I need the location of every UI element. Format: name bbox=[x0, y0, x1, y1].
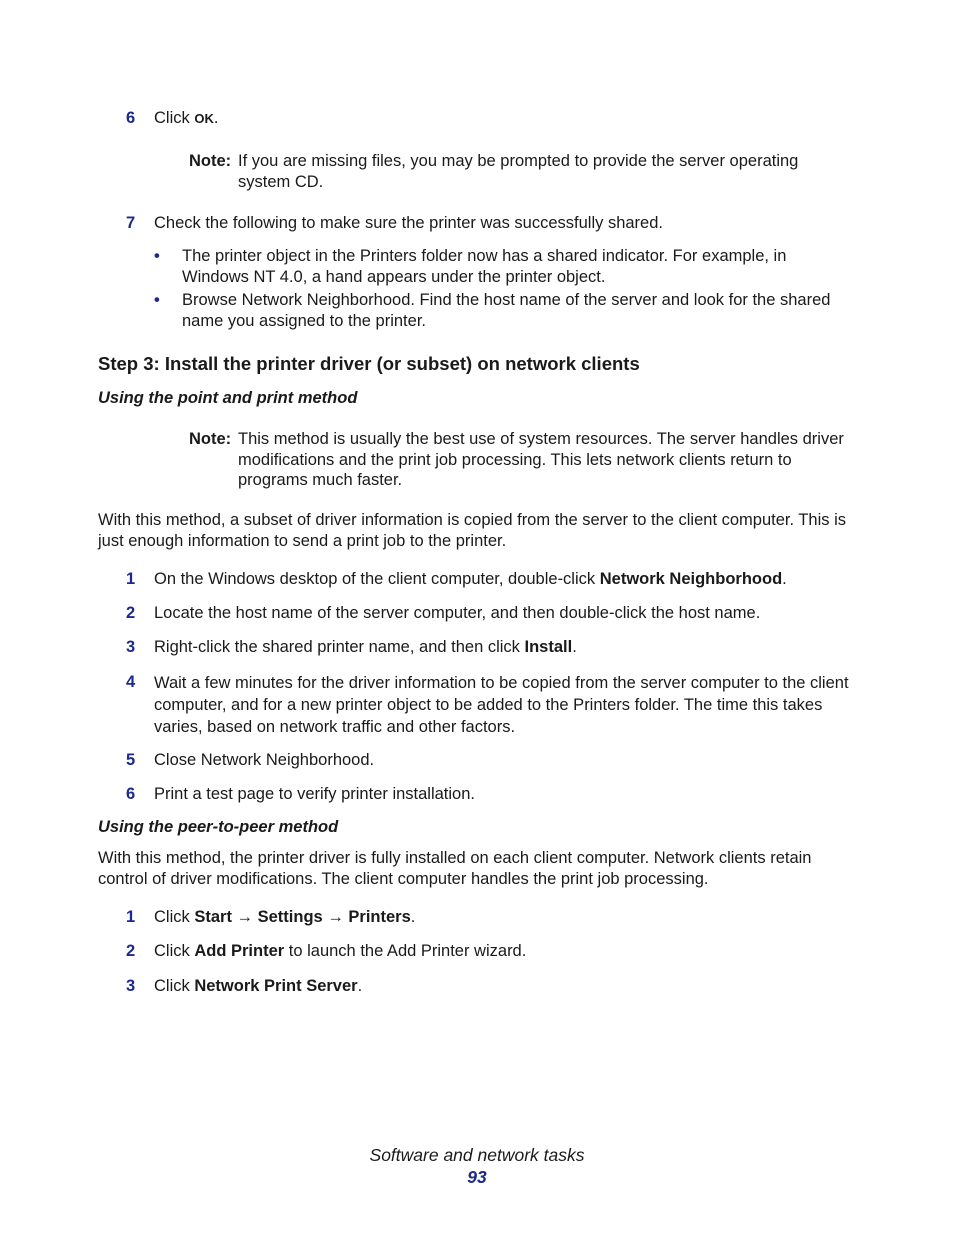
step-number: 7 bbox=[126, 214, 136, 232]
step-text-part: On the Windows desktop of the client computer, double-click bbox=[154, 570, 600, 588]
step-text bbox=[154, 569, 854, 590]
step-text-part: . bbox=[572, 638, 577, 656]
step-text bbox=[154, 941, 854, 962]
step-text bbox=[154, 907, 854, 928]
step-text-part: . bbox=[782, 570, 787, 588]
note-text: This method is usually the best use of system resources. The server handles driver modifications and the print job processing. This lets network clients return to programs much faster. bbox=[238, 430, 844, 489]
page-number: 93 bbox=[467, 1167, 487, 1187]
step-number: 6 bbox=[126, 785, 136, 803]
ok-label: OK bbox=[194, 111, 214, 126]
step-text: Wait a few minutes for the driver information to be copied from the server computer to the client computer, and for a new printer object to be added to the Printers folder. The time this takes varies, based on network traffic and other factors. bbox=[154, 674, 849, 736]
arrow-right-icon: → bbox=[236, 908, 254, 926]
subsection-heading: Using the point and print method bbox=[98, 389, 358, 407]
step-number: 6 bbox=[126, 109, 136, 127]
step-text bbox=[154, 108, 854, 130]
menu-settings: Settings bbox=[257, 908, 323, 926]
subsection-heading: Using the peer-to-peer method bbox=[98, 818, 339, 836]
menu-start: Start bbox=[194, 908, 232, 926]
step-bold-term: Network Neighborhood bbox=[599, 570, 783, 588]
step-number: 4 bbox=[126, 673, 136, 691]
step-text bbox=[154, 976, 854, 997]
section-heading: Step 3: Install the printer driver (or subset) on network clients bbox=[98, 353, 640, 374]
step-bold-term: Add Printer bbox=[194, 942, 285, 960]
step-text-part: Click bbox=[154, 942, 195, 960]
step-text bbox=[154, 637, 854, 658]
step-text-part: Click bbox=[154, 109, 195, 127]
bullet-icon: • bbox=[154, 247, 160, 265]
step-text-part: Click bbox=[154, 977, 195, 995]
step-number: 3 bbox=[126, 977, 136, 995]
step-bold-term: Network Print Server bbox=[194, 977, 358, 995]
step-text-part: . bbox=[213, 109, 219, 127]
step-number: 1 bbox=[126, 570, 136, 588]
step-number: 3 bbox=[126, 638, 136, 656]
step-bold-term: Install bbox=[524, 638, 573, 656]
step-text-part: . bbox=[357, 977, 363, 995]
paragraph: With this method, the printer driver is fully installed on each client computer. Network clients retain control of driver modifications. The client computer handles the print job processing. bbox=[98, 849, 812, 888]
note-text: If you are missing files, you may be prompted to provide the server operating system CD. bbox=[238, 152, 799, 191]
step-text: Print a test page to verify printer installation. bbox=[154, 785, 475, 803]
step-text-part: . bbox=[410, 908, 416, 926]
note-label: Note: bbox=[189, 430, 232, 448]
paragraph: With this method, a subset of driver information is copied from the server to the client computer. This is just enough information to send a print job to the printer. bbox=[98, 511, 847, 550]
bullet-icon: • bbox=[154, 291, 160, 309]
step-number: 1 bbox=[126, 908, 136, 926]
step-text-part: to launch the Add Printer wizard. bbox=[284, 942, 527, 960]
bullet-text: The printer object in the Printers folder now has a shared indicator. For example, in Windows NT 4.0, a hand appears under the printer object. bbox=[182, 247, 787, 286]
arrow-right-icon: → bbox=[327, 908, 344, 926]
step-text: Locate the host name of the server computer, and then double-click the host name. bbox=[154, 604, 761, 622]
menu-printers: Printers bbox=[348, 908, 411, 926]
step-text: Check the following to make sure the printer was successfully shared. bbox=[154, 214, 663, 232]
bullet-text: Browse Network Neighborhood. Find the host name of the server and look for the shared name you assigned to the printer. bbox=[182, 291, 831, 330]
step-number: 2 bbox=[126, 604, 136, 622]
step-text-part: Right-click the shared printer name, and then click bbox=[154, 638, 525, 656]
step-number: 5 bbox=[126, 751, 136, 769]
note-label: Note: bbox=[189, 152, 232, 170]
step-text-part: Click bbox=[154, 908, 195, 926]
footer-title: Software and network tasks bbox=[369, 1145, 585, 1165]
step-text: Close Network Neighborhood. bbox=[154, 751, 375, 769]
step-number: 2 bbox=[126, 942, 136, 960]
